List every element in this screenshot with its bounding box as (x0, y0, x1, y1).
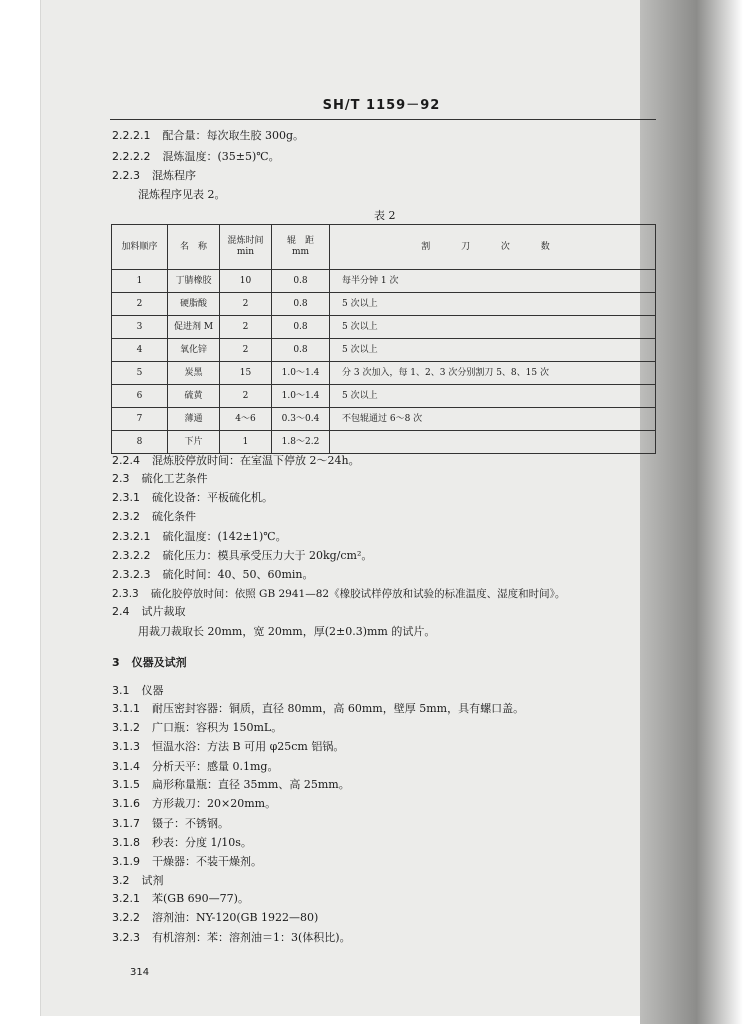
clause-number: 2.3.2.3 (112, 568, 151, 581)
clause-text: 硫化胶停放时间：依照 GB 2941—82《橡胶试样停放和试验的标准温度、湿度和时间》。 (150, 588, 566, 600)
table-cell: 8 (112, 431, 168, 454)
table-row (112, 362, 656, 385)
clause-line (112, 510, 196, 524)
clause-number: 3.2.1 (112, 892, 140, 905)
table-cell: 丁腈橡胶 (168, 270, 220, 293)
table-row (112, 316, 656, 339)
page-number: 314 (130, 967, 150, 978)
clause-line (112, 702, 524, 716)
table-cell: 2 (220, 293, 272, 316)
col-header-cuts: 割 刀 次 数 (330, 225, 656, 270)
table-cell: 0.3～0.4 (272, 408, 330, 431)
clause-line (112, 491, 273, 505)
mixing-table (111, 224, 656, 454)
table-cell: 分 3 次加入，每 1、2、3 次分别割刀 5、8、15 次 (330, 362, 656, 385)
table-cell: 氧化锌 (168, 339, 220, 362)
table-cell: 0.8 (272, 316, 330, 339)
clause-number: 3 (112, 656, 120, 669)
clause-line (112, 150, 280, 164)
clause-text: 试剂 (141, 874, 164, 887)
col-header-gap: 辊 距 mm (272, 225, 330, 270)
clause-text: 硫化温度：(142±1)℃。 (162, 530, 287, 543)
table-cell: 7 (112, 408, 168, 431)
table-cell: 下片 (168, 431, 220, 454)
clause-number: 3.1.2 (112, 721, 140, 734)
clause-line (112, 684, 164, 698)
table-cell: 硬脂酸 (168, 293, 220, 316)
clause-text: 方形裁刀：20×20mm。 (152, 797, 277, 810)
clause-text: 苯(GB 690—77)。 (152, 892, 249, 905)
clause-line (112, 587, 565, 601)
clause-line (112, 568, 314, 582)
table-cell: 1.8～2.2 (272, 431, 330, 454)
col-header-order: 加料顺序 (112, 225, 168, 270)
clause-text: 分析天平：感量 0.1mg。 (152, 760, 279, 773)
table-cell: 1 (112, 270, 168, 293)
table-cell: 15 (220, 362, 272, 385)
table-cell: 5 次以上 (330, 293, 656, 316)
table-cell: 5 (112, 362, 168, 385)
clause-number: 3.1.8 (112, 836, 140, 849)
clause-text: 用裁刀裁取长 20mm，宽 20mm，厚(2±0.3)mm 的试片。 (138, 625, 436, 638)
clause-line (112, 454, 360, 468)
table-header-row (112, 225, 656, 270)
clause-line (112, 931, 351, 945)
table-cell: 2 (220, 316, 272, 339)
table-cell: 6 (112, 385, 168, 408)
clause-text: 试片裁取 (141, 605, 186, 618)
clause-number: 2.3.3 (112, 588, 139, 600)
standard-header: SH/T 1159－92 (322, 98, 441, 113)
table-cell (330, 431, 656, 454)
clause-text: 溶剂油：NY-120(GB 1922—80) (152, 911, 319, 924)
clause-number: 3.1.5 (112, 778, 140, 791)
table-cell: 炭黑 (168, 362, 220, 385)
clause-number: 2.2.2.1 (112, 129, 151, 142)
clause-text: 秒表：分度 1/10s。 (152, 836, 252, 849)
clause-line (138, 188, 226, 202)
clause-line (112, 549, 372, 563)
clause-line (112, 836, 252, 850)
table-row (112, 385, 656, 408)
section-heading (112, 656, 187, 670)
clause-line (112, 760, 278, 774)
clause-text: 硫化压力：模具承受压力大于 20kg/cm²。 (162, 549, 373, 562)
clause-line (112, 721, 282, 735)
table-cell: 5 次以上 (330, 316, 656, 339)
table-cell: 5 次以上 (330, 339, 656, 362)
table-cell: 1.0～1.4 (272, 362, 330, 385)
table-caption: 表 2 (374, 209, 396, 222)
clause-number: 3.1.3 (112, 740, 140, 753)
table-row (112, 339, 656, 362)
clause-text: 混炼程序 (152, 169, 196, 182)
table-cell: 5 次以上 (330, 385, 656, 408)
clause-number: 2.3.1 (112, 491, 140, 504)
table-row (112, 431, 656, 454)
table-cell: 4～6 (220, 408, 272, 431)
table-cell: 不包辊通过 6～8 次 (330, 408, 656, 431)
col-header-name: 名 称 (168, 225, 220, 270)
table-cell: 0.8 (272, 270, 330, 293)
clause-number: 3.2.3 (112, 931, 140, 944)
clause-text: 有机溶剂：苯：溶剂油＝1：3(体积比)。 (152, 931, 351, 944)
table-cell: 2 (220, 385, 272, 408)
table-cell: 3 (112, 316, 168, 339)
clause-text: 混炼程序见表 2。 (138, 188, 226, 201)
clause-text: 硫化条件 (152, 510, 196, 523)
clause-line (112, 797, 276, 811)
clause-text: 扁形称量瓶：直径 35mm、高 25mm。 (152, 778, 350, 791)
clause-number: 3.2.2 (112, 911, 140, 924)
header-rule (110, 119, 656, 120)
table-row (112, 293, 656, 316)
table-row (112, 408, 656, 431)
clause-text: 硫化时间：40、50、60min。 (162, 568, 314, 581)
clause-line (112, 740, 344, 754)
clause-number: 3.1.9 (112, 855, 140, 868)
clause-number: 2.3.2.2 (112, 549, 151, 562)
clause-line (138, 625, 435, 639)
clause-line (112, 605, 186, 619)
clause-line (112, 855, 262, 869)
clause-text: 混炼胶停放时间：在室温下停放 2～24h。 (152, 454, 360, 467)
table-cell: 0.8 (272, 293, 330, 316)
clause-number: 3.1 (112, 684, 130, 697)
clause-number: 3.2 (112, 874, 130, 887)
clause-line (112, 530, 287, 544)
clause-text: 干燥器：不装干燥剂。 (152, 855, 262, 868)
table-cell: 4 (112, 339, 168, 362)
scan-shadow (640, 0, 743, 1024)
clause-line (112, 472, 208, 486)
table-cell: 10 (220, 270, 272, 293)
clause-text: 仪器 (141, 684, 164, 697)
clause-number: 2.3.2.1 (112, 530, 151, 543)
clause-number: 3.1.6 (112, 797, 140, 810)
table-cell: 每半分钟 1 次 (330, 270, 656, 293)
table-cell: 2 (220, 339, 272, 362)
clause-text: 恒温水浴：方法 B 可用 φ25cm 铝锅。 (152, 740, 345, 753)
clause-line (112, 169, 196, 183)
clause-text: 仪器及试剂 (131, 656, 187, 669)
clause-number: 3.1.1 (112, 702, 140, 715)
clause-number: 3.1.4 (112, 760, 140, 773)
table-cell: 1 (220, 431, 272, 454)
clause-line (112, 892, 249, 906)
clause-number: 2.2.4 (112, 454, 140, 467)
clause-text: 配合量：每次取生胶 300g。 (162, 129, 305, 142)
clause-number: 3.1.7 (112, 817, 140, 830)
clause-text: 镊子：不锈钢。 (152, 817, 229, 830)
clause-number: 2.3 (112, 472, 130, 485)
clause-line (112, 129, 304, 143)
table-cell: 促进剂 M (168, 316, 220, 339)
clause-text: 广口瓶：容积为 150mL。 (152, 721, 283, 734)
table-cell: 0.8 (272, 339, 330, 362)
table-cell: 1.0～1.4 (272, 385, 330, 408)
table-cell: 2 (112, 293, 168, 316)
clause-number: 2.2.2.2 (112, 150, 151, 163)
clause-text: 混炼温度：(35±5)℃。 (162, 150, 280, 163)
table-cell: 硫黄 (168, 385, 220, 408)
clause-text: 硫化设备：平板硫化机。 (152, 491, 273, 504)
clause-line (112, 874, 164, 888)
clause-line (112, 911, 318, 925)
table-cell: 薄通 (168, 408, 220, 431)
table-row (112, 270, 656, 293)
clause-number: 2.3.2 (112, 510, 140, 523)
clause-text: 硫化工艺条件 (141, 472, 208, 485)
clause-line (112, 778, 350, 792)
clause-line (112, 817, 229, 831)
clause-number: 2.4 (112, 605, 130, 618)
clause-text: 耐压密封容器：铜质，直径 80mm，高 60mm，壁厚 5mm，具有螺口盖。 (152, 702, 525, 715)
col-header-time: 混炼时间 min (220, 225, 272, 270)
clause-number: 2.2.3 (112, 169, 140, 182)
